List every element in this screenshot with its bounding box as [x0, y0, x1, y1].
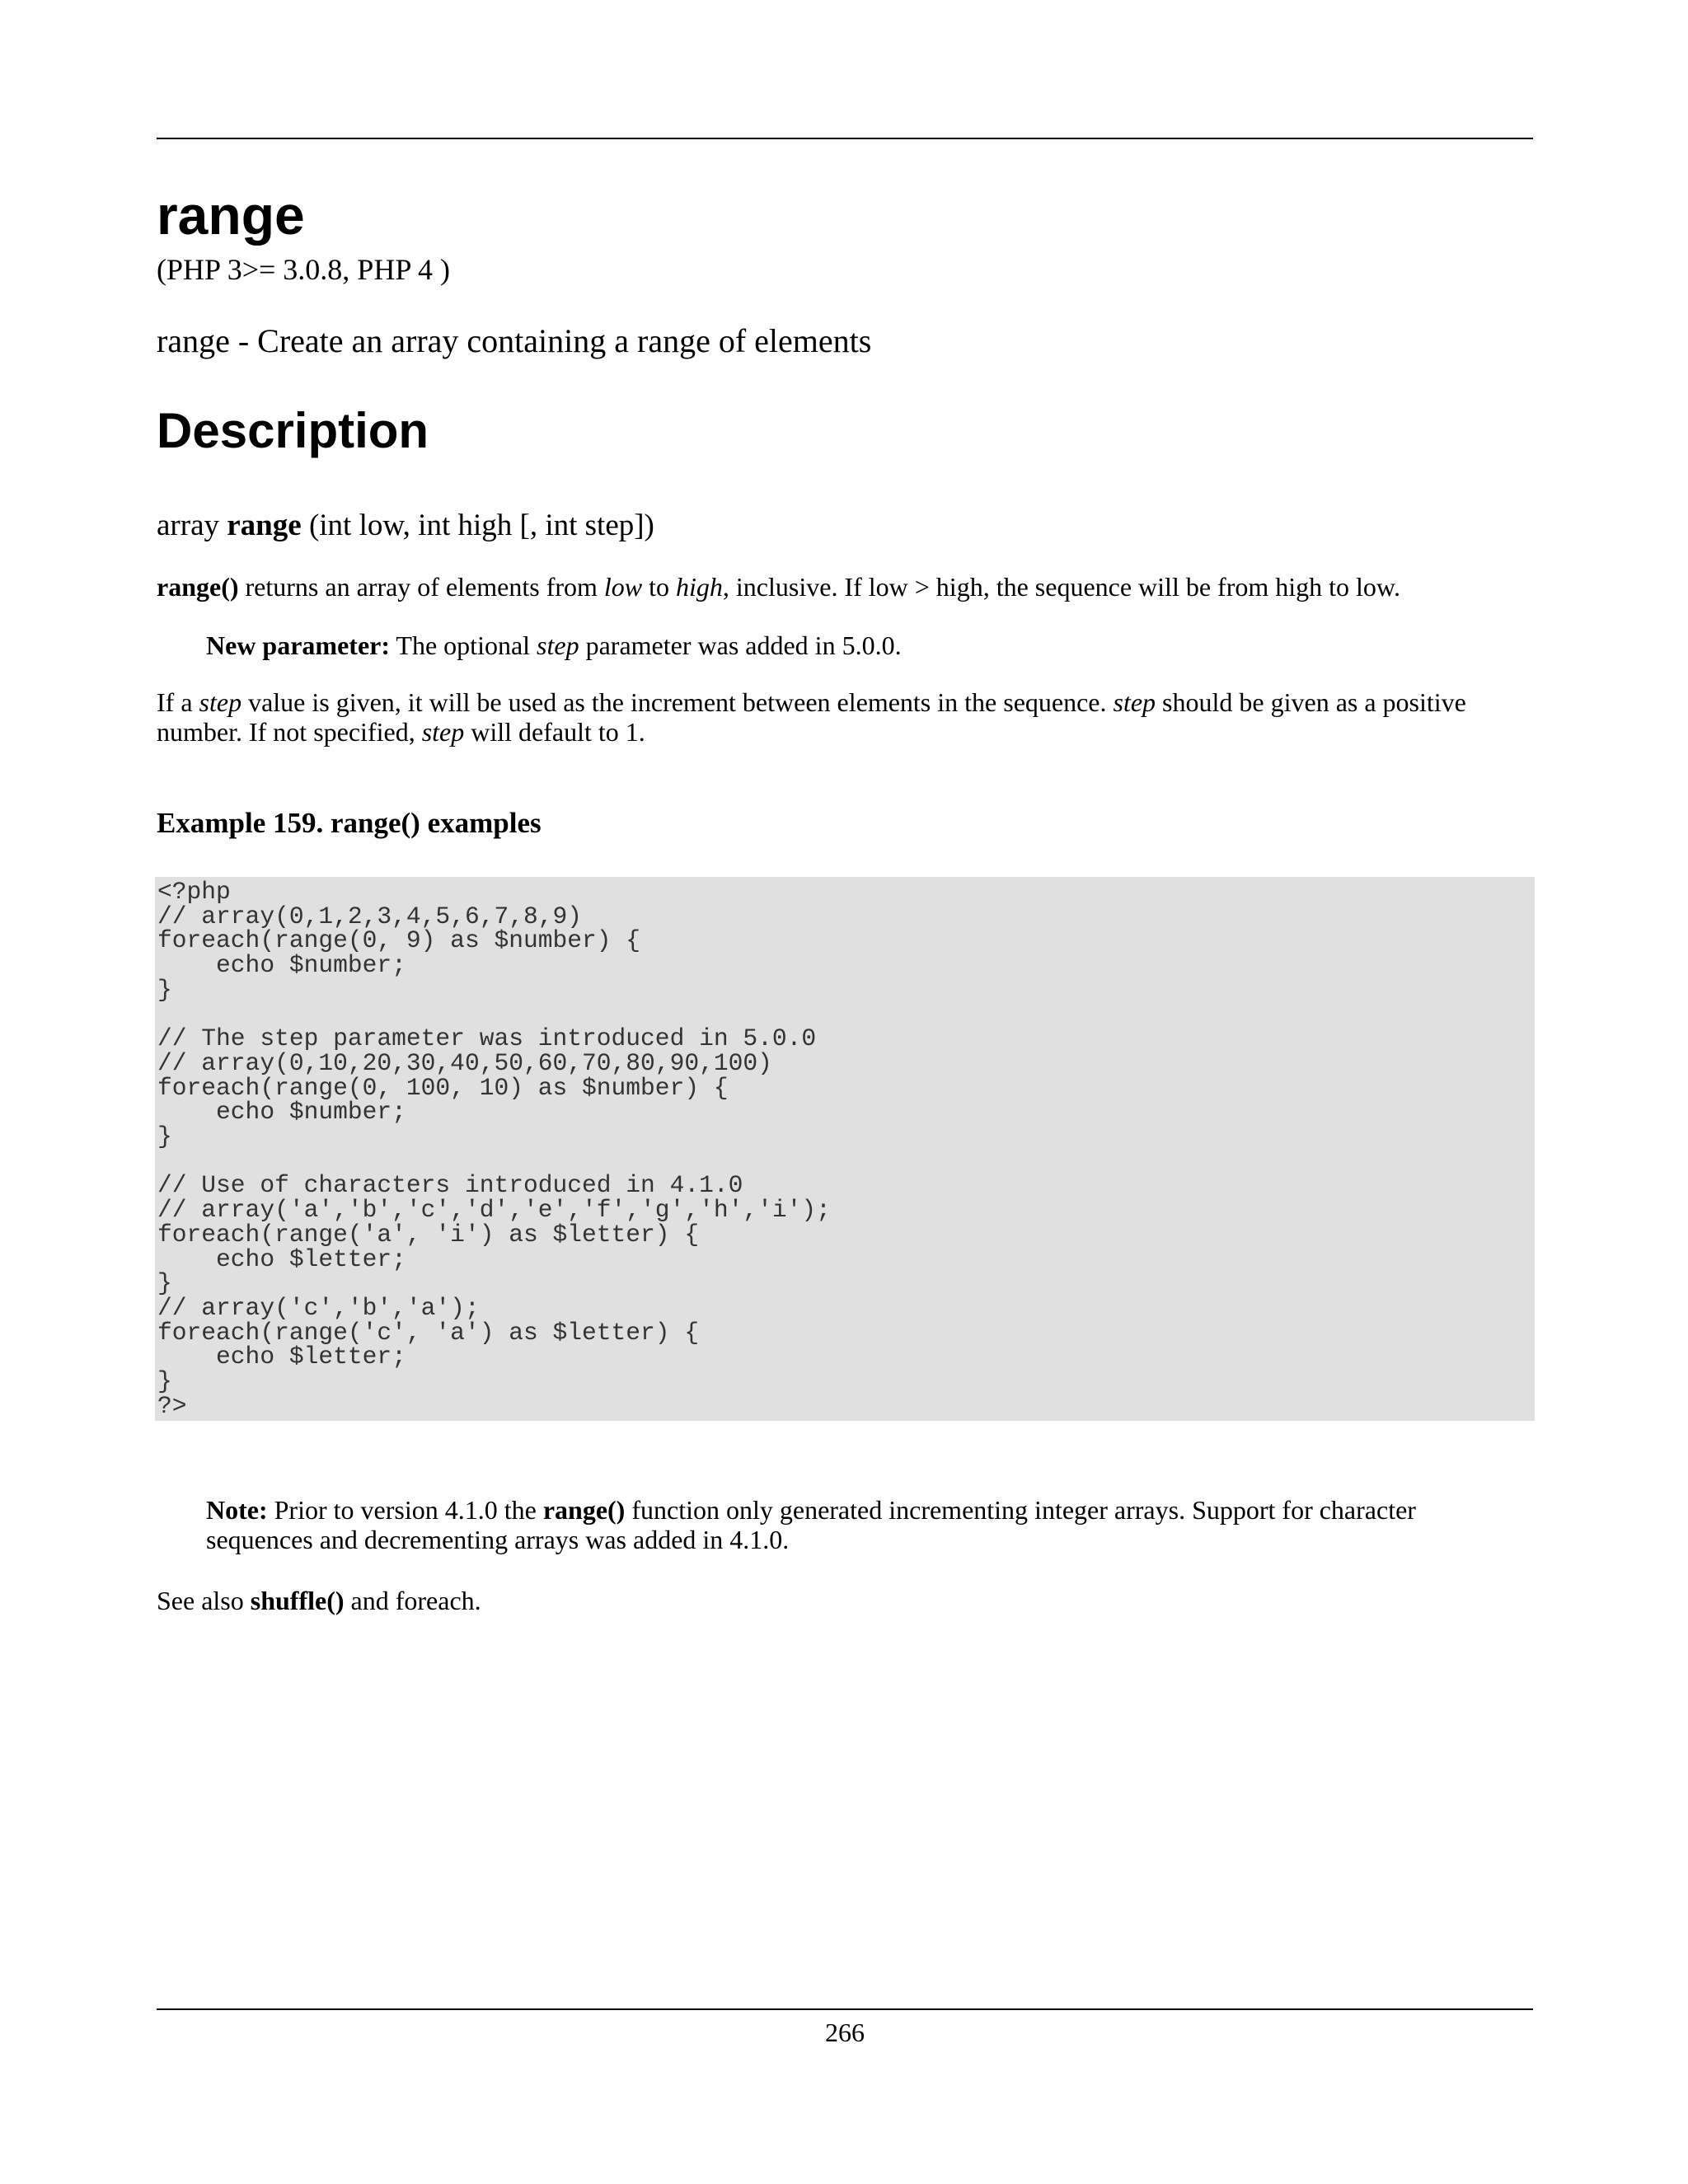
- text-span: value is given, it will be used as the increment between elements in the sequence.: [241, 687, 1114, 717]
- text-span: parameter was added in 5.0.0.: [579, 630, 902, 660]
- param-low: low: [603, 572, 643, 602]
- page-title: range: [157, 185, 305, 246]
- code-text: <?php // array(0,1,2,3,4,5,6,7,8,9) foreach(range(0, 9) as $number) { echo $number; } // The step parameter was introduced in 5.0.0 // array(0,10,20,30,40,50,60,70,80,90,100) foreach(range(0, 100, 10) as $number) { echo $number; } // Use of characters introduced in 4.1.0 // array('a','b','c','d','e','f','g','h','i'); foreach(range('a', 'i') as $letter) { echo $letter; } // array('c','b','a'); foreach(range('c', 'a') as $letter) { echo $letter; } ?>: [157, 878, 831, 1420]
- text-span: , inclusive. If low > high, the sequence will be from high to low.: [722, 572, 1400, 602]
- text-span: If a: [157, 687, 199, 717]
- param-step: step: [1113, 687, 1156, 717]
- param-high: high: [676, 572, 723, 602]
- returns-paragraph: [157, 572, 1400, 602]
- function-link-shuffle[interactable]: shuffle(): [250, 1586, 345, 1615]
- header-rule: [157, 138, 1533, 139]
- new-parameter-note: [206, 630, 902, 661]
- text-span: Prior to version 4.1.0 the: [267, 1495, 543, 1525]
- text-span: See also: [157, 1586, 251, 1615]
- text-span: and foreach.: [344, 1586, 481, 1615]
- text-span: function only generated incrementing integer arrays. Support for character sequences and decrementing arrays was added in 4.1.0.: [206, 1495, 1416, 1554]
- page-number: 266: [825, 2018, 865, 2047]
- section-heading-description: Description: [157, 403, 429, 458]
- example-title: Example 159. range() examples: [157, 807, 542, 839]
- version-info: (PHP 3>= 3.0.8, PHP 4 ): [157, 253, 450, 286]
- note-label: Note:: [206, 1495, 268, 1525]
- footer-rule: [157, 2008, 1533, 2010]
- text-span: returns an array of elements from: [238, 572, 604, 602]
- function-ref: range(): [157, 572, 239, 602]
- note-label: New parameter:: [206, 630, 390, 660]
- text-span: to: [642, 572, 677, 602]
- synopsis-function-name: range: [227, 509, 302, 542]
- text-span: will default to 1.: [464, 717, 645, 747]
- refpurpose: range - Create an array containing a range of elements: [157, 322, 872, 359]
- text-span: should be given as a positive number. If not specified,: [157, 687, 1466, 747]
- step-paragraph: [157, 687, 1535, 747]
- see-also: [157, 1586, 481, 1616]
- param-step: step: [199, 687, 242, 717]
- code-example: [155, 877, 1535, 1421]
- text-span: The optional: [390, 630, 537, 660]
- version-note: [206, 1495, 1525, 1554]
- param-step: step: [537, 630, 579, 660]
- function-synopsis: [157, 509, 654, 543]
- synopsis-return-type: array: [157, 509, 219, 542]
- function-ref: range(): [542, 1495, 626, 1525]
- param-step: step: [421, 717, 465, 747]
- synopsis-params: (int low, int high [, int step]): [308, 509, 654, 542]
